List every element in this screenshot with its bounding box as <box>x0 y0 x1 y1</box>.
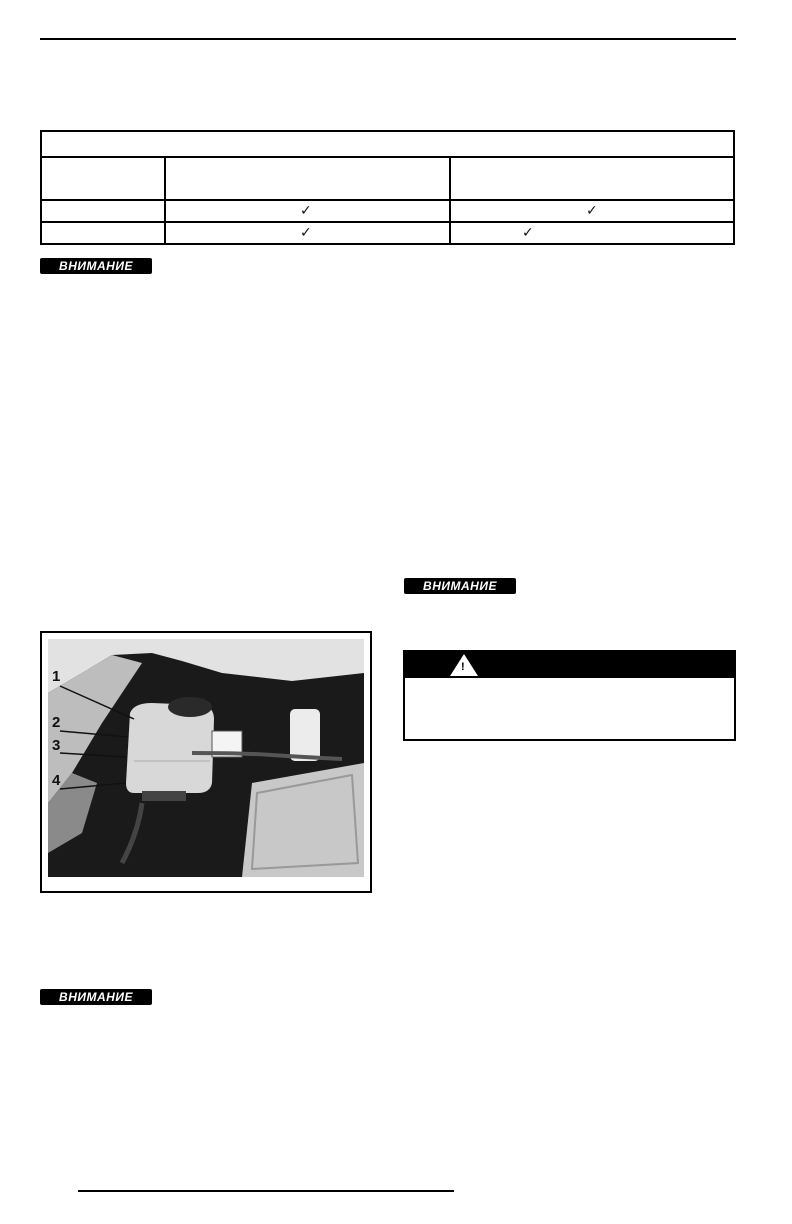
table-cell-check: ✓ <box>300 203 312 219</box>
table-column-divider <box>164 156 166 243</box>
engine-photo <box>42 633 370 891</box>
callout-2: 2 <box>52 714 61 731</box>
spec-table <box>40 130 735 245</box>
table-cell-check: ✓ <box>300 225 312 241</box>
notice-badge: ВНИМАНИЕ <box>404 578 516 594</box>
warning-header <box>405 652 734 678</box>
notice-badge: ВНИМАНИЕ <box>40 989 152 1005</box>
coolant-reservoir-figure <box>40 631 372 893</box>
table-divider <box>42 221 733 223</box>
coolant-reservoir <box>126 703 214 793</box>
reservoir-cap <box>168 697 212 717</box>
table-divider <box>42 156 733 158</box>
warning-box <box>403 650 736 741</box>
callout-4: 4 <box>52 772 61 789</box>
callout-1: 1 <box>52 668 61 685</box>
warning-symbol: ! <box>461 661 465 673</box>
notice-badge: ВНИМАНИЕ <box>40 258 152 274</box>
table-column-divider <box>449 156 451 243</box>
callout-3: 3 <box>52 737 61 754</box>
small-reservoir <box>290 709 320 761</box>
table-cell-check: ✓ <box>586 203 598 219</box>
clamp <box>142 791 186 801</box>
footer-rule <box>78 1190 454 1192</box>
table-cell-check: ✓ <box>522 225 534 241</box>
header-rule <box>40 38 736 40</box>
table-divider <box>42 199 733 201</box>
